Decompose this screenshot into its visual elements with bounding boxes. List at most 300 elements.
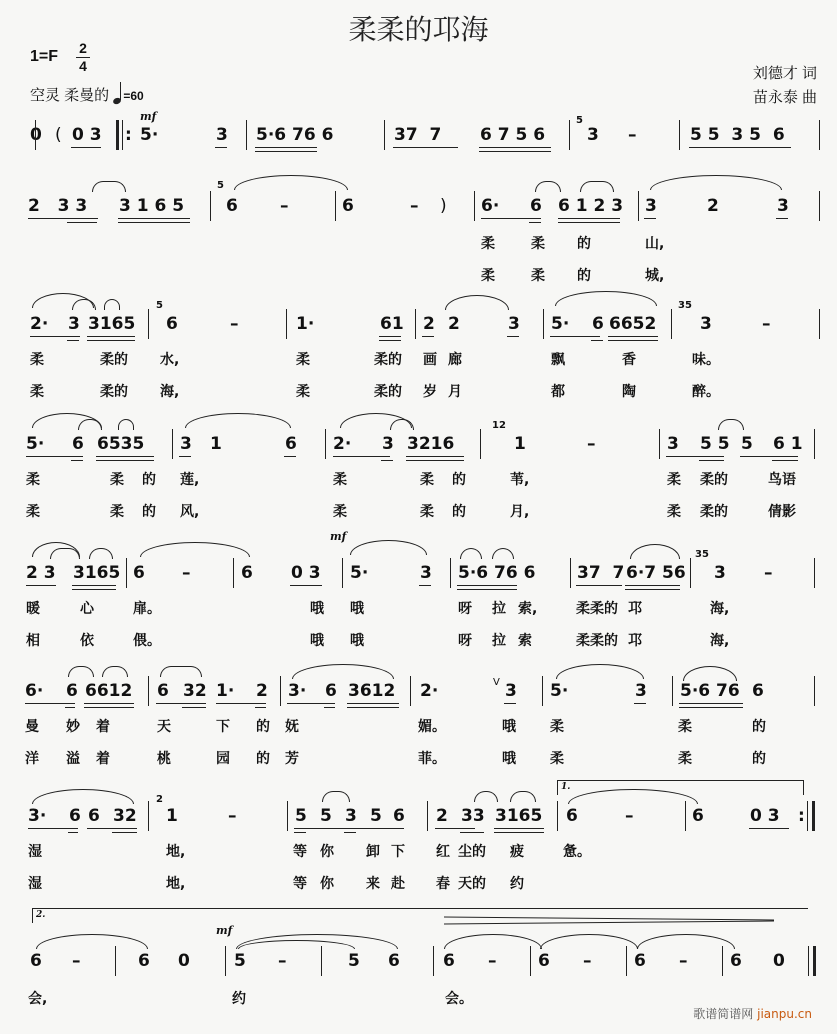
note: 2 — [448, 314, 460, 334]
note: 6 — [88, 806, 100, 826]
note: 2 — [423, 314, 435, 334]
lyric: 的 — [142, 504, 156, 520]
note: 32 — [113, 806, 137, 826]
lyric: 哦 — [502, 751, 516, 767]
barline — [570, 558, 571, 588]
barline — [819, 120, 820, 150]
barline — [659, 429, 660, 459]
slur — [234, 175, 348, 190]
lyric: 柔 — [531, 268, 545, 284]
key-signature: 1=F — [30, 48, 59, 65]
lyric: 莲, — [180, 472, 200, 488]
barline — [808, 946, 809, 976]
lyric: 下 — [216, 719, 230, 735]
lyric: 春 — [436, 876, 450, 892]
lyric: 柔 — [26, 504, 40, 520]
note: 6612 — [85, 681, 133, 701]
lyric: 的 — [752, 719, 766, 735]
lyric: 风, — [180, 504, 200, 520]
lyric: 偎。 — [133, 633, 161, 649]
lyric: 心 — [80, 601, 94, 617]
barline — [246, 120, 247, 150]
lyric: 的 — [452, 472, 466, 488]
lyric: 的 — [256, 719, 270, 735]
lyric: 岁 — [423, 384, 437, 400]
dash: – — [583, 951, 592, 971]
lyric: 下 — [391, 844, 405, 860]
lyric: 柔的 — [700, 504, 728, 520]
dash: – — [764, 563, 773, 583]
note: 6 — [393, 806, 405, 826]
lyric: 地, — [166, 844, 186, 860]
repeat-dots: : — [125, 125, 132, 145]
note: 33 — [461, 806, 485, 826]
note: 6 — [538, 951, 550, 971]
note: 6535 — [97, 434, 145, 454]
note: 32 — [183, 681, 207, 701]
note: 6 — [443, 951, 455, 971]
tempo-marking: 空灵 柔曼的 =60 — [30, 84, 144, 106]
barline — [427, 801, 428, 831]
barline — [543, 309, 544, 339]
dynamic-mf: mf — [216, 924, 233, 937]
note: 1 — [514, 434, 526, 454]
dash: – — [182, 563, 191, 583]
lyric: 天 — [157, 719, 171, 735]
song-title: 柔柔的邛海 — [348, 13, 489, 46]
lyric: 廊 — [448, 352, 462, 368]
note: 5· — [551, 314, 570, 334]
note: 6 — [138, 951, 150, 971]
note: 3 — [587, 125, 599, 145]
barline — [415, 309, 416, 339]
note: 1· — [296, 314, 315, 334]
lyric: 惫。 — [563, 844, 591, 860]
lyric: 媚。 — [418, 719, 446, 735]
note: 0 3 — [291, 563, 321, 583]
barline — [679, 120, 680, 150]
note: 6 — [30, 951, 42, 971]
note: 6·7 56 — [626, 563, 686, 583]
barline — [321, 946, 322, 976]
lyric: 的 — [256, 751, 270, 767]
note: 2· — [30, 314, 49, 334]
note: 3165 — [495, 806, 543, 826]
dynamic-mf: mf — [140, 110, 157, 123]
lyric: 索 — [518, 633, 532, 649]
lyric: 着 — [96, 751, 110, 767]
note: 6 — [592, 314, 604, 334]
quarter-note-icon — [113, 86, 123, 106]
barline — [814, 558, 815, 588]
note: 1· — [216, 681, 235, 701]
lyric: 的 — [452, 504, 466, 520]
barline — [685, 801, 686, 831]
dash: – — [679, 951, 688, 971]
breath-mark: V — [493, 677, 500, 688]
barline — [819, 191, 820, 221]
note: 6 — [66, 681, 78, 701]
lyric: 柔 — [481, 236, 495, 252]
lyric: 柔的 — [700, 472, 728, 488]
lyric: 邛 — [628, 633, 642, 649]
note: 5 — [320, 806, 332, 826]
note: 3 — [345, 806, 357, 826]
note: 3 — [777, 196, 789, 216]
note: 2 — [256, 681, 268, 701]
barline — [807, 801, 808, 831]
note: 3 — [505, 681, 517, 701]
note: 3 — [180, 434, 192, 454]
lyric: 柔柔的 — [576, 633, 618, 649]
note: 3 — [714, 563, 726, 583]
lyric: 柔的 — [374, 352, 402, 368]
dash: – — [278, 951, 287, 971]
note: 6 1 2 3 — [558, 196, 624, 216]
barline — [450, 558, 451, 588]
lyric: 月, — [510, 504, 530, 520]
note: 5 5 — [700, 434, 730, 454]
note: 6 — [566, 806, 578, 826]
note: 5 — [234, 951, 246, 971]
lyric: 湿 — [28, 844, 42, 860]
note: 3 — [382, 434, 394, 454]
barline — [814, 429, 815, 459]
lyric: 红 — [436, 844, 450, 860]
volta-second-ending: 2. — [32, 908, 808, 923]
lyric: 倩影 — [768, 504, 796, 520]
barline — [690, 558, 691, 588]
note: 5 — [370, 806, 382, 826]
note: 3 — [700, 314, 712, 334]
lyric: 柔 — [296, 384, 310, 400]
lyric: 哦 — [350, 601, 364, 617]
slur — [92, 181, 126, 192]
barline — [542, 676, 543, 706]
lyric: 芳 — [285, 751, 299, 767]
barline — [225, 946, 226, 976]
note: 6 — [285, 434, 297, 454]
barline — [819, 309, 820, 339]
watermark: 歌谱简谱网 jianpu.cn — [693, 1007, 812, 1021]
note: 2 — [707, 196, 719, 216]
note: 0 3 — [750, 806, 780, 826]
lyric: 味。 — [692, 352, 720, 368]
barline — [638, 191, 639, 221]
note: 3 — [508, 314, 520, 334]
note: 6 — [730, 951, 742, 971]
lyric: 你 — [320, 844, 334, 860]
grace-note: 5 — [576, 115, 583, 126]
note: 3 — [420, 563, 432, 583]
lyric: 的 — [577, 236, 591, 252]
note: 3612 — [348, 681, 396, 701]
note: 6 — [530, 196, 542, 216]
lyric: 柔的 — [100, 352, 128, 368]
note: 6 — [241, 563, 253, 583]
lyric: 的 — [142, 472, 156, 488]
lyric: 柔 — [110, 504, 124, 520]
lyric: 飘 — [551, 352, 565, 368]
lyric: 柔 — [667, 472, 681, 488]
note: 37 7 — [394, 125, 442, 145]
credits — [753, 62, 817, 110]
note: 6 — [634, 951, 646, 971]
paren-close: ) — [440, 196, 447, 216]
barline — [722, 946, 723, 976]
note: 6 — [388, 951, 400, 971]
note: 6 — [157, 681, 169, 701]
lyric: 曼 — [25, 719, 39, 735]
note: 6 1 — [773, 434, 803, 454]
lyric: 邛 — [628, 601, 642, 617]
note: 1 — [166, 806, 178, 826]
barline — [172, 429, 173, 459]
lyric: 柔柔的 — [576, 601, 618, 617]
lyric: 海, — [710, 601, 730, 617]
note: 61 — [380, 314, 404, 334]
barline — [433, 946, 434, 976]
final-barline — [813, 946, 816, 976]
barline — [148, 801, 149, 831]
barline — [233, 558, 234, 588]
note: 5· — [550, 681, 569, 701]
note: 2· — [333, 434, 352, 454]
barline — [335, 191, 336, 221]
dash: – — [72, 951, 81, 971]
dash: – — [228, 806, 237, 826]
note: 2· — [420, 681, 439, 701]
barline — [410, 676, 411, 706]
lyric: 柔 — [550, 719, 564, 735]
note: 6 — [342, 196, 354, 216]
lyric: 哦 — [350, 633, 364, 649]
note: 3216 — [407, 434, 455, 454]
lyric: 尘的 — [458, 844, 486, 860]
note: 5· — [140, 125, 159, 145]
barline — [569, 120, 570, 150]
note: 6 — [752, 681, 764, 701]
paren-open: ( — [55, 125, 62, 145]
note: 6· — [481, 196, 500, 216]
lyric: 水, — [160, 352, 180, 368]
lyric: 约 — [232, 991, 246, 1007]
lyric: 疲 — [510, 844, 524, 860]
lyric: 海, — [710, 633, 730, 649]
lyric: 会。 — [445, 991, 473, 1007]
note: 6 — [226, 196, 238, 216]
lyric: 柔 — [420, 504, 434, 520]
note: 6 — [72, 434, 84, 454]
note: 5 — [741, 434, 753, 454]
note: 6· — [25, 681, 44, 701]
repeat-start — [116, 120, 119, 150]
barline — [814, 676, 815, 706]
barline — [286, 309, 287, 339]
lyric: 菲。 — [418, 751, 446, 767]
lyric: 妩 — [285, 719, 299, 735]
note: 6 — [69, 806, 81, 826]
note: 3· — [28, 806, 47, 826]
dash: – — [762, 314, 771, 334]
barline — [474, 191, 475, 221]
note: 3 — [216, 125, 228, 145]
repeat-end — [812, 801, 815, 831]
lyric: 柔 — [110, 472, 124, 488]
lyric: 都 — [551, 384, 565, 400]
barline — [480, 429, 481, 459]
underline — [71, 147, 101, 148]
lyric: 桃 — [157, 751, 171, 767]
barline — [148, 309, 149, 339]
note: 3 1 6 5 — [119, 196, 185, 216]
lyric: 园 — [216, 751, 230, 767]
barline — [384, 120, 385, 150]
barline — [122, 120, 123, 150]
note: 5 — [348, 951, 360, 971]
lyric: 月 — [448, 384, 462, 400]
lyric: 柔 — [531, 236, 545, 252]
lyric: 扉。 — [133, 601, 161, 617]
lyric: 暖 — [26, 601, 40, 617]
note: 0 — [178, 951, 190, 971]
barline — [148, 676, 149, 706]
lyric: 的 — [752, 751, 766, 767]
barline — [342, 558, 343, 588]
lyric: 天的 — [458, 876, 486, 892]
lyric: 相 — [26, 633, 40, 649]
lyric: 柔 — [678, 719, 692, 735]
lyric: 鸟语 — [768, 472, 796, 488]
lyric: 城, — [645, 268, 665, 284]
lyric: 妙 — [66, 719, 80, 735]
lyricist: 刘德才 词 — [752, 65, 817, 82]
note: 3 — [667, 434, 679, 454]
lyric: 柔 — [550, 751, 564, 767]
note: 2 3 3 — [28, 196, 88, 216]
underline — [215, 147, 227, 148]
lyric: 来 — [366, 876, 380, 892]
note: 3 — [68, 314, 80, 334]
note: 3 — [645, 196, 657, 216]
note: 5·6 76 6 — [458, 563, 536, 583]
lyric: 约 — [510, 876, 524, 892]
lyric: 你 — [320, 876, 334, 892]
barline — [325, 429, 326, 459]
note: 5·6 76 — [680, 681, 740, 701]
lyric: 拉 — [492, 601, 506, 617]
lyric: 醉。 — [692, 384, 720, 400]
dash: – — [230, 314, 239, 334]
lyric: 呀 — [458, 601, 472, 617]
barline — [115, 946, 116, 976]
dash: – — [628, 125, 637, 145]
lyric: 依 — [80, 633, 94, 649]
composer: 苗永泰 曲 — [752, 89, 817, 106]
note: 6 7 5 6 — [480, 125, 546, 145]
lyric: 拉 — [492, 633, 506, 649]
volta-first-ending: 1. — [557, 780, 804, 795]
note: 6 — [166, 314, 178, 334]
barline — [280, 676, 281, 706]
lyric: 柔的 — [374, 384, 402, 400]
lyric: 山, — [645, 236, 665, 252]
barline — [671, 309, 672, 339]
lyric: 的 — [577, 268, 591, 284]
dash: – — [410, 196, 419, 216]
lyric: 柔 — [26, 472, 40, 488]
note: 6 — [133, 563, 145, 583]
lyric: 柔 — [30, 384, 44, 400]
lyric: 卸 — [366, 844, 380, 860]
lyric: 柔 — [667, 504, 681, 520]
lyric: 索, — [518, 601, 538, 617]
lyric: 哦 — [502, 719, 516, 735]
barline — [35, 120, 36, 150]
lyric: 地, — [166, 876, 186, 892]
barline — [126, 558, 127, 588]
note: 3165 — [88, 314, 136, 334]
note: 3· — [288, 681, 307, 701]
lyric: 等 — [293, 876, 307, 892]
lyric: 会, — [28, 991, 48, 1007]
barline — [557, 801, 558, 831]
lyric: 柔的 — [100, 384, 128, 400]
time-signature: 2 4 — [76, 40, 90, 75]
barline — [626, 946, 627, 976]
note: 3 — [635, 681, 647, 701]
lyric: 海, — [160, 384, 180, 400]
note: 1 — [210, 434, 222, 454]
barline — [210, 191, 211, 221]
lyric: 柔 — [30, 352, 44, 368]
note: 5·6 76 6 — [256, 125, 334, 145]
note: 37 7 — [577, 563, 625, 583]
barline — [530, 946, 531, 976]
note: 0 — [773, 951, 785, 971]
note: 5 5 3 5 6 — [690, 125, 785, 145]
lyric: 陶 — [622, 384, 636, 400]
dash: – — [488, 951, 497, 971]
dash: – — [280, 196, 289, 216]
note: 6 — [325, 681, 337, 701]
lyric: 洋 — [25, 751, 39, 767]
note: 5· — [26, 434, 45, 454]
barline — [672, 676, 673, 706]
lyric: 苇, — [510, 472, 530, 488]
lyric: 着 — [96, 719, 110, 735]
lyric: 柔 — [296, 352, 310, 368]
note: 5· — [350, 563, 369, 583]
lyric: 呀 — [458, 633, 472, 649]
lyric: 赴 — [391, 876, 405, 892]
dash: – — [625, 806, 634, 826]
lyric: 香 — [622, 352, 636, 368]
note: 0 3 — [72, 125, 102, 145]
lyric: 画 — [423, 352, 437, 368]
dynamic-mf: mf — [330, 530, 347, 543]
repeat-dots: : — [798, 806, 805, 826]
note: 2 — [436, 806, 448, 826]
note: 0 — [30, 125, 42, 145]
lyric: 哦 — [310, 601, 324, 617]
note: 5 — [295, 806, 307, 826]
note: 6 — [692, 806, 704, 826]
lyric: 柔 — [333, 472, 347, 488]
lyric: 柔 — [333, 504, 347, 520]
lyric: 柔 — [420, 472, 434, 488]
lyric: 溢 — [66, 751, 80, 767]
